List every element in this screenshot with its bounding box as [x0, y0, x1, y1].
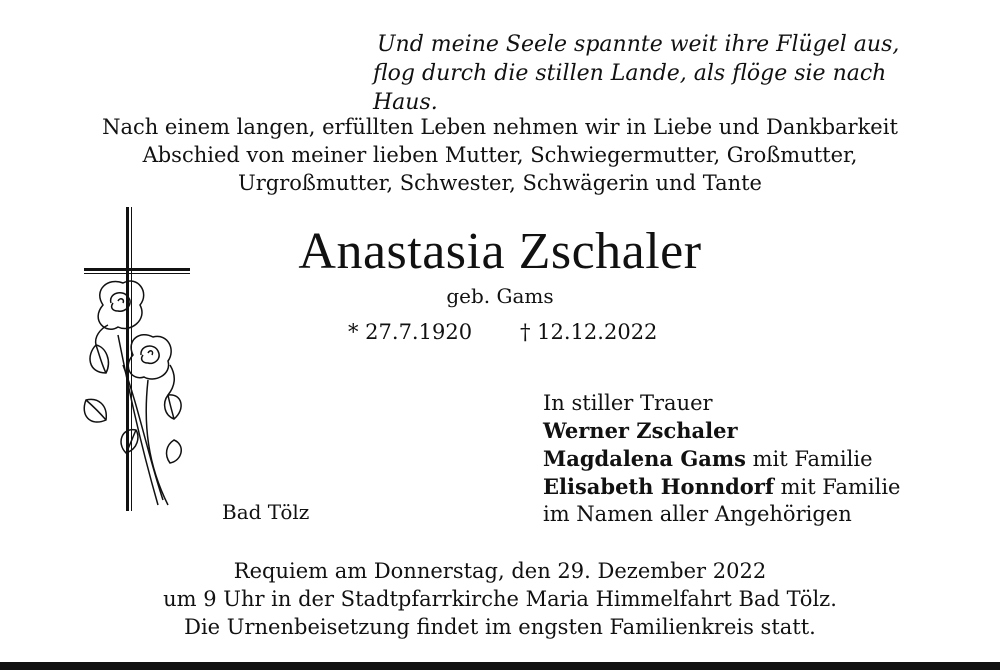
mourner-name: Werner Zschaler [543, 418, 738, 443]
mourner-row [543, 417, 900, 445]
intro-text [0, 113, 1000, 197]
mourners-heading: In stiller Trauer [543, 391, 713, 415]
requiem-info [0, 557, 1000, 641]
mourner-row [543, 473, 900, 501]
mourner-suffix: mit Familie [745, 447, 873, 471]
requiem-line-1: Requiem am Donnerstag, den 29. Dezember 2022 [233, 559, 767, 583]
intro-line-1: Nach einem langen, erfüllten Leben nehmen wir in Liebe und Dankbarkeit [102, 115, 898, 139]
mourner-name: Magdalena Gams [543, 446, 746, 471]
death-date: † 12.12.2022 [520, 320, 658, 344]
mourner-suffix: mit Familie [773, 475, 901, 499]
maiden-name: geb. Gams [446, 284, 554, 308]
mourner-row [543, 445, 900, 473]
mourners-block [543, 390, 900, 528]
mourner-name: Elisabeth Honndorf [543, 474, 774, 499]
mourners-closing: im Namen aller Angehörigen [543, 502, 852, 526]
poem-quote [330, 30, 930, 117]
intro-line-3: Urgroßmutter, Schwester, Schwägerin und Tante [238, 171, 762, 195]
requiem-line-2: um 9 Uhr in der Stadtpfarrkirche Maria Himmelfahrt Bad Tölz. [163, 587, 837, 611]
place-name: Bad Tölz [222, 500, 310, 524]
birth-date: * 27.7.1920 [348, 320, 473, 344]
poem-line-1: Und meine Seele spannte weit ihre Flügel aus, [377, 32, 900, 57]
intro-line-2: Abschied von meiner lieben Mutter, Schwiegermutter, Großmutter, [142, 143, 858, 167]
poem-line-2: flog durch die stillen Lande, als flöge sie nach Haus. [373, 61, 887, 115]
requiem-line-3: Die Urnenbeisetzung findet im engsten Familienkreis statt. [184, 615, 816, 639]
deceased-name: Anastasia Zschaler [298, 223, 702, 280]
